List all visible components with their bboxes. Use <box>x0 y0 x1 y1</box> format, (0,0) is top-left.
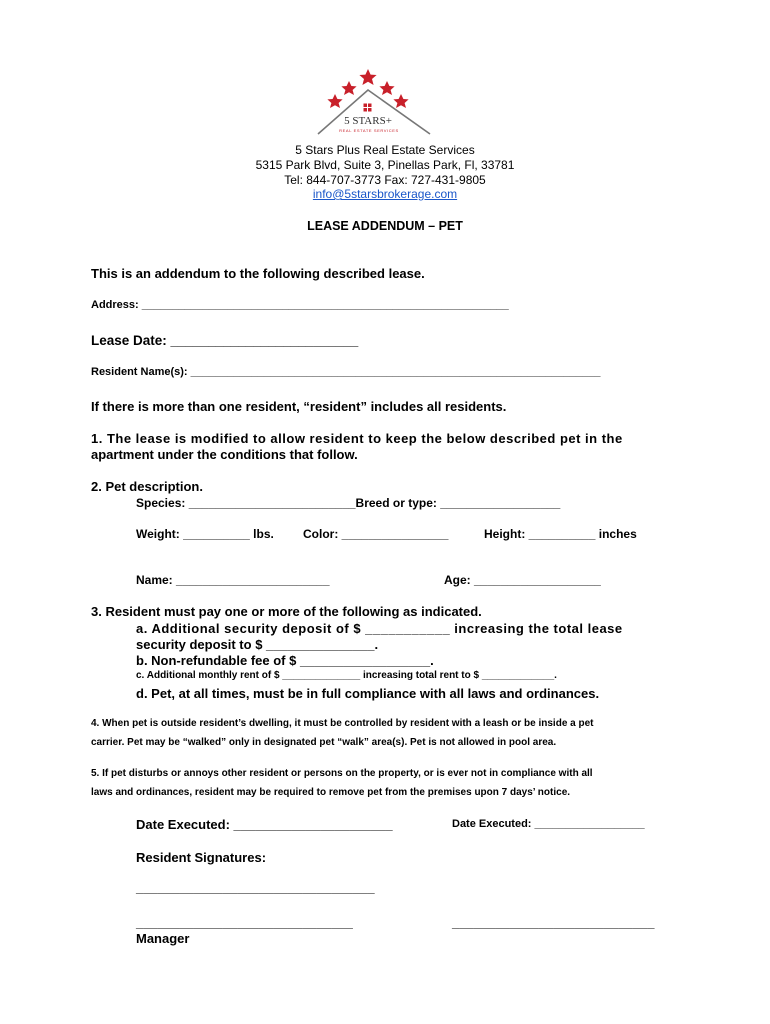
section-5-line-2: laws and ordinances, resident may be required to remove pet from the premises upon 7 days’ notice. <box>91 787 571 798</box>
non-refundable-fee-field[interactable]: b. Non-refundable fee of $ __________________. <box>136 653 434 668</box>
resident-signature-line-2[interactable]: ______________________________ <box>136 915 353 930</box>
star-shape <box>393 94 408 108</box>
weight-field[interactable]: Weight: __________ lbs. <box>136 527 274 541</box>
section-2-heading: 2. Pet description. <box>91 479 203 494</box>
section-5-line-1: 5. If pet disturbs or annoys other resident or persons on the property, or is ever not in compliance with all <box>91 768 593 779</box>
company-phone-fax: Tel: 844-707-3773 Fax: 727-431-9805 <box>284 173 486 187</box>
star-shape <box>341 81 356 95</box>
logo-tagline: REAL ESTATE SERVICES <box>339 128 399 133</box>
company-name: 5 Stars Plus Real Estate Services <box>295 143 475 157</box>
compliance-clause: d. Pet, at all times, must be in full compliance with all laws and ordinances. <box>136 686 600 701</box>
window-icon <box>364 104 372 112</box>
stars-icon <box>327 69 408 108</box>
date-executed-resident[interactable]: Date Executed: ______________________ <box>136 817 393 832</box>
resident-signatures-label: Resident Signatures: <box>136 850 267 865</box>
species-breed-field[interactable]: Species: _________________________Breed or type: __________________ <box>136 496 561 510</box>
resident-signature-line-1[interactable]: _________________________________ <box>136 880 375 895</box>
company-address: 5315 Park Blvd, Suite 3, Pinellas Park, Fl, 33781 <box>255 158 515 172</box>
email-link[interactable]: info@5starsbrokerage.com <box>312 187 458 201</box>
address-field[interactable]: Address: ____________________________________________________________ <box>91 299 509 311</box>
monthly-rent-field[interactable]: c. Additional monthly rent of $ ______________ increasing total rent to $ _____________. <box>136 670 557 681</box>
logo-brand: 5 STARS+ <box>344 115 392 127</box>
age-field[interactable]: Age: ___________________ <box>444 573 601 587</box>
date-executed-manager[interactable]: Date Executed: __________________ <box>452 818 645 830</box>
company-logo <box>315 66 435 138</box>
security-deposit-line-1[interactable]: a. Additional security deposit of $ ___________ increasing the total lease <box>136 621 623 636</box>
star-shape <box>359 69 376 85</box>
lease-date-field[interactable]: Lease Date: _________________________ <box>91 333 359 348</box>
resident-names-field[interactable]: Resident Name(s): ___________________________________________________________________ <box>91 366 601 378</box>
document-title: LEASE ADDENDUM – PET <box>307 219 463 233</box>
section-1-line-1: 1. The lease is modified to allow resident to keep the below described pet in the <box>91 431 623 446</box>
section-4-line-1: 4. When pet is outside resident’s dwelling, it must be controlled by resident with a leash or be inside a pet <box>91 718 594 729</box>
multiple-residents-note: If there is more than one resident, “resident” includes all residents. <box>91 399 507 414</box>
security-deposit-line-2[interactable]: security deposit to $ _______________. <box>136 637 379 652</box>
section-1-line-2: apartment under the conditions that follow. <box>91 447 358 462</box>
section-3-heading: 3. Resident must pay one or more of the following as indicated. <box>91 604 482 619</box>
star-shape <box>327 94 342 108</box>
pet-name-field[interactable]: Name: _______________________ <box>136 573 330 587</box>
manager-label: Manager <box>136 931 190 946</box>
manager-signature-line[interactable]: ____________________________ <box>452 915 655 930</box>
intro-text: This is an addendum to the following described lease. <box>91 266 425 281</box>
height-field[interactable]: Height: __________ inches <box>484 527 637 541</box>
star-shape <box>379 81 394 95</box>
section-4-line-2: carrier. Pet may be “walked” only in designated pet “walk” area(s). Pet is not allowed in pool area. <box>91 737 557 748</box>
color-field[interactable]: Color: ________________ <box>303 527 449 541</box>
